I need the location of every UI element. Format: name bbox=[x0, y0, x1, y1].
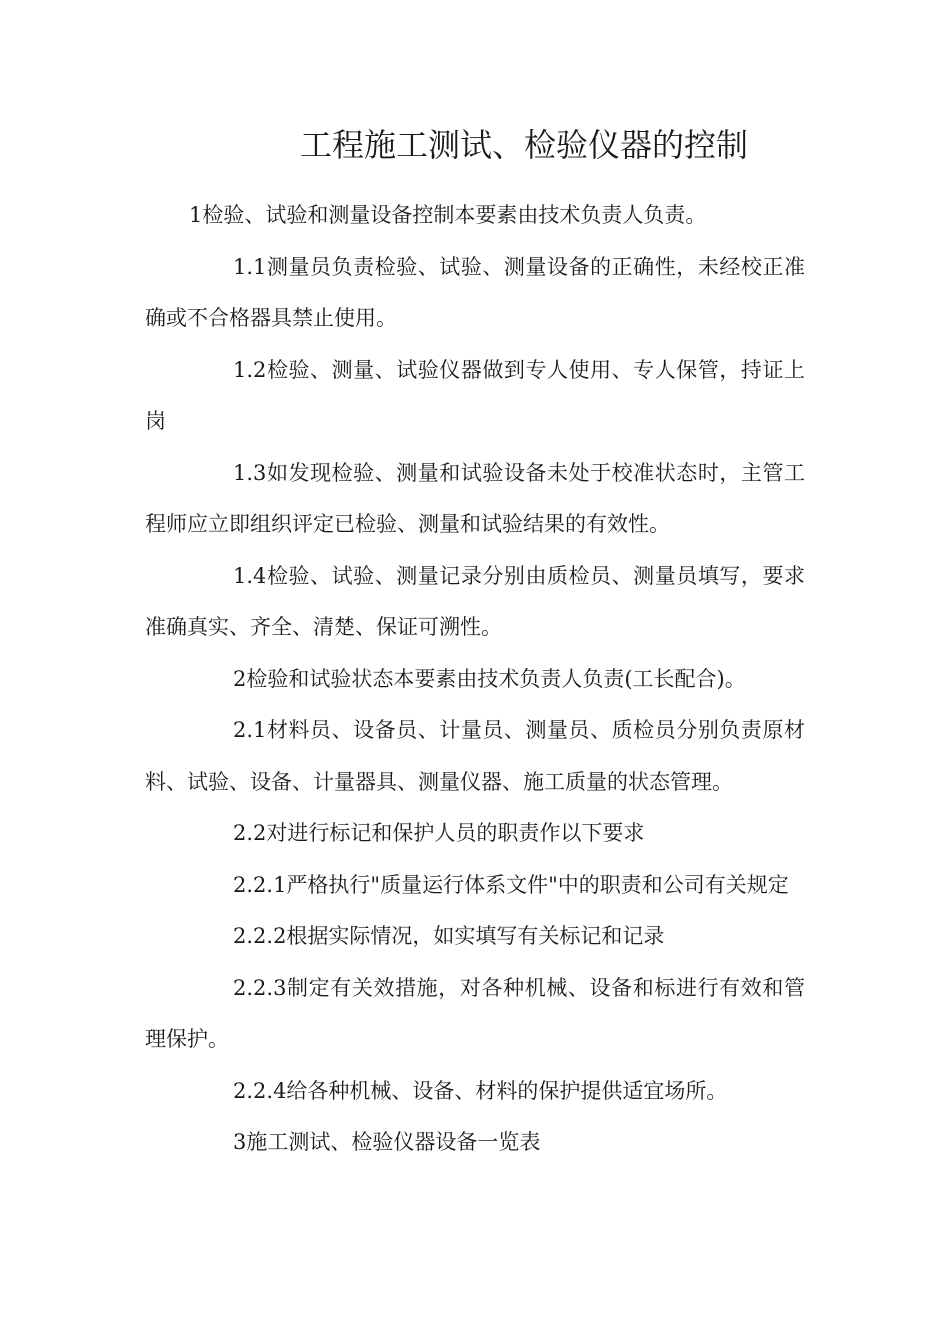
paragraph-1: 1检验、试验和测量设备控制本要素由技术负责人负责。 bbox=[189, 203, 707, 227]
paragraph-2-2-3: 2.2.3制定有关效措施，对各种机械、设备和标进行有效和管理保护。 bbox=[145, 975, 805, 1051]
paragraph-1-1: 1.1测量员负责检验、试验、测量设备的正确性，未经校正准确或不合格器具禁止使用。 bbox=[145, 254, 805, 330]
paragraph-1-2: 1.2检验、测量、试验仪器做到专人使用、专人保管，持证上岗 bbox=[145, 357, 805, 433]
paragraph-2-2-4: 2.2.4给各种机械、设备、材料的保护提供适宜场所。 bbox=[233, 1078, 728, 1103]
paragraph-2-2-2: 2.2.2根据实际情况，如实填写有关标记和记录 bbox=[233, 924, 665, 948]
document-title: 工程施工测试、检验仪器的控制 bbox=[299, 126, 748, 164]
paragraph-1-4: 1.4检验、试验、测量记录分别由质检员、测量员填写，要求准确真实、齐全、清楚、保证可溯性。 bbox=[145, 563, 805, 639]
document-body bbox=[145, 190, 805, 1169]
paragraph-2-2: 2.2对进行标记和保护人员的职责作以下要求 bbox=[233, 821, 645, 845]
paragraph-3: 3施工测试、检验仪器设备一览表 bbox=[233, 1130, 541, 1154]
paragraph-2: 2检验和试验状态本要素由技术负责人负责(工长配合)。 bbox=[233, 666, 746, 691]
paragraph-2-1: 2.1材料员、设备员、计量员、测量员、质检员分别负责原材料、试验、设备、计量器具、测量仪器、施工质量的状态管理。 bbox=[145, 718, 805, 794]
paragraph-1-3: 1.3如发现检验、测量和试验设备未处于校准状态时，主管工程师应立即组织评定已检验、测量和试验结果的有效性。 bbox=[145, 460, 805, 536]
paragraph-2-2-1: 2.2.1严格执行"质量运行体系文件"中的职责和公司有关规定 bbox=[233, 872, 789, 897]
